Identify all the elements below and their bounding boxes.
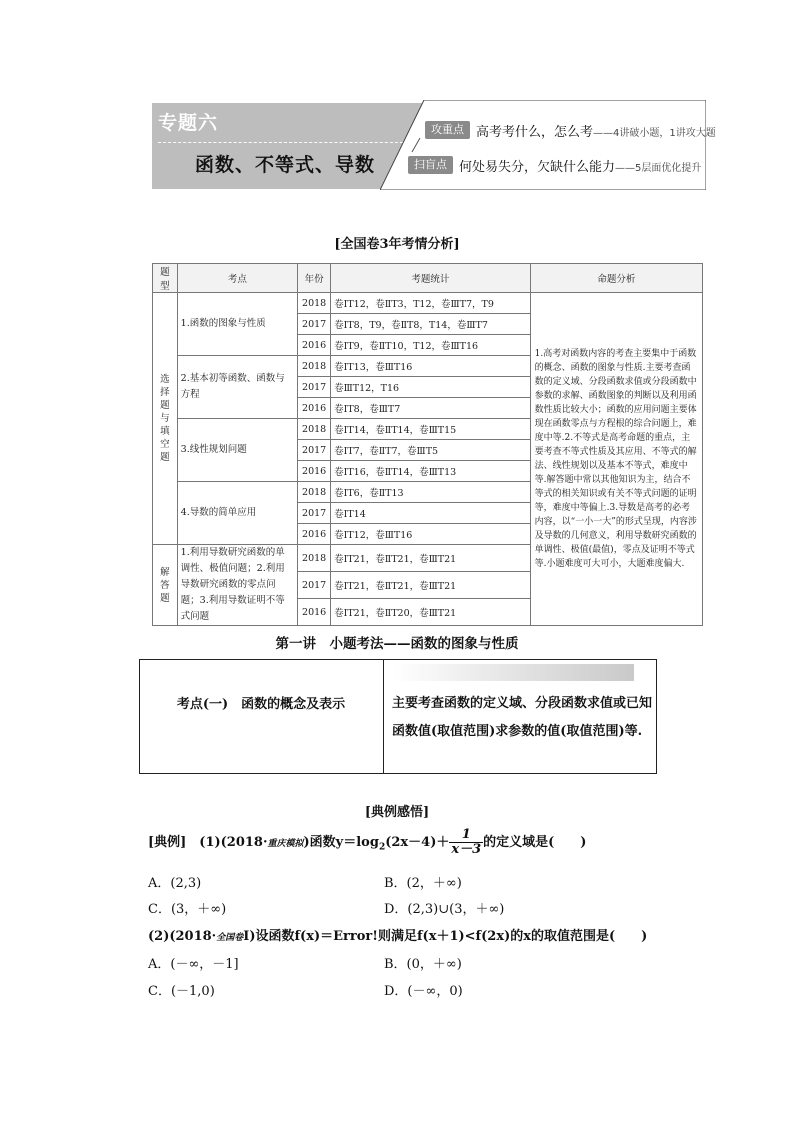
stat-cell: 卷ⅠT16，卷ⅡT14，卷ⅢT13 <box>331 461 531 482</box>
stat-cell: 卷ⅠT8，T9，卷ⅡT8，T14，卷ⅢT7 <box>331 314 531 335</box>
header-analysis: 命题分析 <box>530 264 702 293</box>
banner-tagline-panel <box>380 100 706 190</box>
log-base: 2 <box>378 842 386 853</box>
year-cell: 2017 <box>298 377 331 398</box>
year-cell: 2016 <box>298 599 331 626</box>
year-cell: 2018 <box>298 482 331 503</box>
point-cell: 2.基本初等函数、函数与方程 <box>177 356 298 419</box>
type-answer-cell <box>153 545 178 626</box>
table-caption: [全国卷3年考情分析] <box>334 237 460 252</box>
answer-points-cell: 1.利用导数研究函数的单调性、极值问题；2.利用导数研究函数的零点问题；3.利用导数证明不等式问题 <box>177 545 298 626</box>
year-cell: 2016 <box>298 461 331 482</box>
header-year: 年份 <box>298 264 331 293</box>
question-1-stem <box>148 828 586 863</box>
stat-cell: 卷ⅠT13，卷ⅢT16 <box>331 356 531 377</box>
question-1-stem-c: 的定义域是( ) <box>483 835 587 850</box>
question-1-stem-b: (2x－4)＋ <box>385 835 450 850</box>
question-2-text: Ⅰ)设函数f(x)＝Error!则满足f(x＋1)<f(2x)的x的取值范围是( ) <box>243 929 648 944</box>
year-cell: 2017 <box>298 503 331 524</box>
banner-divider <box>158 142 408 143</box>
exam-point-description: 主要考查函数的定义域、分段函数求值或已知函数值(取值范围)求参数的值(取值范围)等. <box>392 696 653 739</box>
option-c: C．(－1,0) <box>148 984 215 999</box>
year-cell: 2016 <box>298 398 331 419</box>
header-stats: 考题统计 <box>331 264 531 293</box>
question-1-source: 重庆模拟 <box>267 839 304 849</box>
year-cell: 2018 <box>298 419 331 440</box>
question-2-source: 全国卷 <box>216 933 244 943</box>
tag-key-points: 攻重点 <box>425 121 470 139</box>
year-cell: 2018 <box>298 356 331 377</box>
option-a: A．(－∞，－1] <box>148 957 239 972</box>
exam-point-label: 考点(一) 函数的概念及表示 <box>176 697 346 712</box>
stat-cell: 卷ⅠT6，卷ⅡT13 <box>331 482 531 503</box>
type-choice-label: 选择题与填空题 <box>160 374 170 463</box>
fraction-numerator: 1 <box>449 828 483 843</box>
option-a: A．(2,3) <box>148 876 202 891</box>
examples-title: [典例感悟] <box>364 805 430 820</box>
table-row <box>153 293 703 314</box>
question-1-prefix: [典例] (1)(2018· <box>148 835 268 850</box>
fraction-denominator: x－3 <box>451 842 482 857</box>
decorative-stripe <box>393 664 634 681</box>
stat-cell: 卷ⅠT14，卷ⅡT14，卷ⅢT15 <box>331 419 531 440</box>
exam-analysis-table <box>152 263 703 626</box>
question-2-stem <box>148 925 647 944</box>
option-b: B．(0，＋∞) <box>384 957 462 972</box>
option-d: D．(2,3)∪(3，＋∞) <box>384 902 505 917</box>
lecture-title: 第一讲 小题考法——函数的图象与性质 <box>275 636 519 652</box>
banner-title: 函数、不等式、导数 <box>195 154 376 176</box>
table-header-row <box>153 264 703 293</box>
option-b: B．(2，＋∞) <box>384 876 462 891</box>
stat-cell: 卷ⅠT12，卷ⅢT16 <box>331 524 531 545</box>
type-choice-cell <box>153 293 178 545</box>
point-cell: 3.线性规划问题 <box>177 419 298 482</box>
year-cell: 2016 <box>298 335 331 356</box>
stat-cell: 卷ⅠT7，卷ⅡT7，卷ⅢT5 <box>331 440 531 461</box>
year-cell: 2018 <box>298 545 331 572</box>
question-2-prefix: (2)(2018· <box>148 929 217 944</box>
header-type: 题型 <box>153 264 178 293</box>
stat-cell: 卷ⅠT8，卷ⅢT7 <box>331 398 531 419</box>
topic-badge: 专题六 <box>158 112 219 134</box>
year-cell: 2016 <box>298 524 331 545</box>
stat-cell: 卷ⅠT14 <box>331 503 531 524</box>
year-cell: 2017 <box>298 314 331 335</box>
exam-point-divider <box>383 659 384 773</box>
question-1-stem-a: )函数y＝log <box>303 835 379 850</box>
type-answer-label: 解答题 <box>160 566 170 604</box>
stat-cell: 卷ⅠT9，卷ⅡT10，T12，卷ⅢT16 <box>331 335 531 356</box>
option-c: C．(3，＋∞) <box>148 902 227 917</box>
stat-cell: 卷ⅠT12，卷ⅡT3，T12，卷ⅢT7，T9 <box>331 293 531 314</box>
stat-cell: 卷ⅠT21，卷ⅡT20，卷ⅢT21 <box>331 599 531 626</box>
fraction <box>449 828 483 857</box>
analysis-cell: 1.高考对函数内容的考查主要集中于函数的概念、函数的图象与性质.主要考查函数的定义域、分段函数求值或分段函数中参数的求解、函数图象的判断以及利用函数性质比较大小；函数的应用问题主要体现在函数零点与方程根的综合问题上，难度中等.2.不等式是高考命题的重点，主要考查不等式性质及其应用、不等式的解法、线性规划以及基本不等式，难度中等.解答题中常以其他知识为主，结合不等式的相关知识或有关不等式问题的证明等，难度中等偏上.3.导数是高考的必考内容，以“一小一大”的形式呈现，内容涉及导数的几何意义，利用导数研究函数的单调性、极值(最值)，零点及证明不等式等.小题难度可大可小，大题难度偏大. <box>530 293 702 626</box>
option-d: D．(－∞，0) <box>384 984 463 999</box>
stat-cell: 卷ⅠT21，卷ⅡT21，卷ⅢT21 <box>331 572 531 599</box>
header-point: 考点 <box>177 264 298 293</box>
year-cell: 2018 <box>298 293 331 314</box>
point-cell: 4.导数的简单应用 <box>177 482 298 545</box>
point-cell: 1.函数的图象与性质 <box>177 293 298 356</box>
stat-cell: 卷ⅠT21，卷ⅡT21，卷ⅢT21 <box>331 545 531 572</box>
tag-blind-spots: 扫盲点 <box>408 156 453 174</box>
tagline-2: 何处易失分，欠缺什么能力——5层面优化提升 <box>459 160 702 175</box>
stat-cell: 卷ⅢT12，T16 <box>331 377 531 398</box>
tagline-1: 高考考什么，怎么考——4讲破小题，1讲攻大题 <box>476 125 716 140</box>
year-cell: 2017 <box>298 440 331 461</box>
year-cell: 2017 <box>298 572 331 599</box>
